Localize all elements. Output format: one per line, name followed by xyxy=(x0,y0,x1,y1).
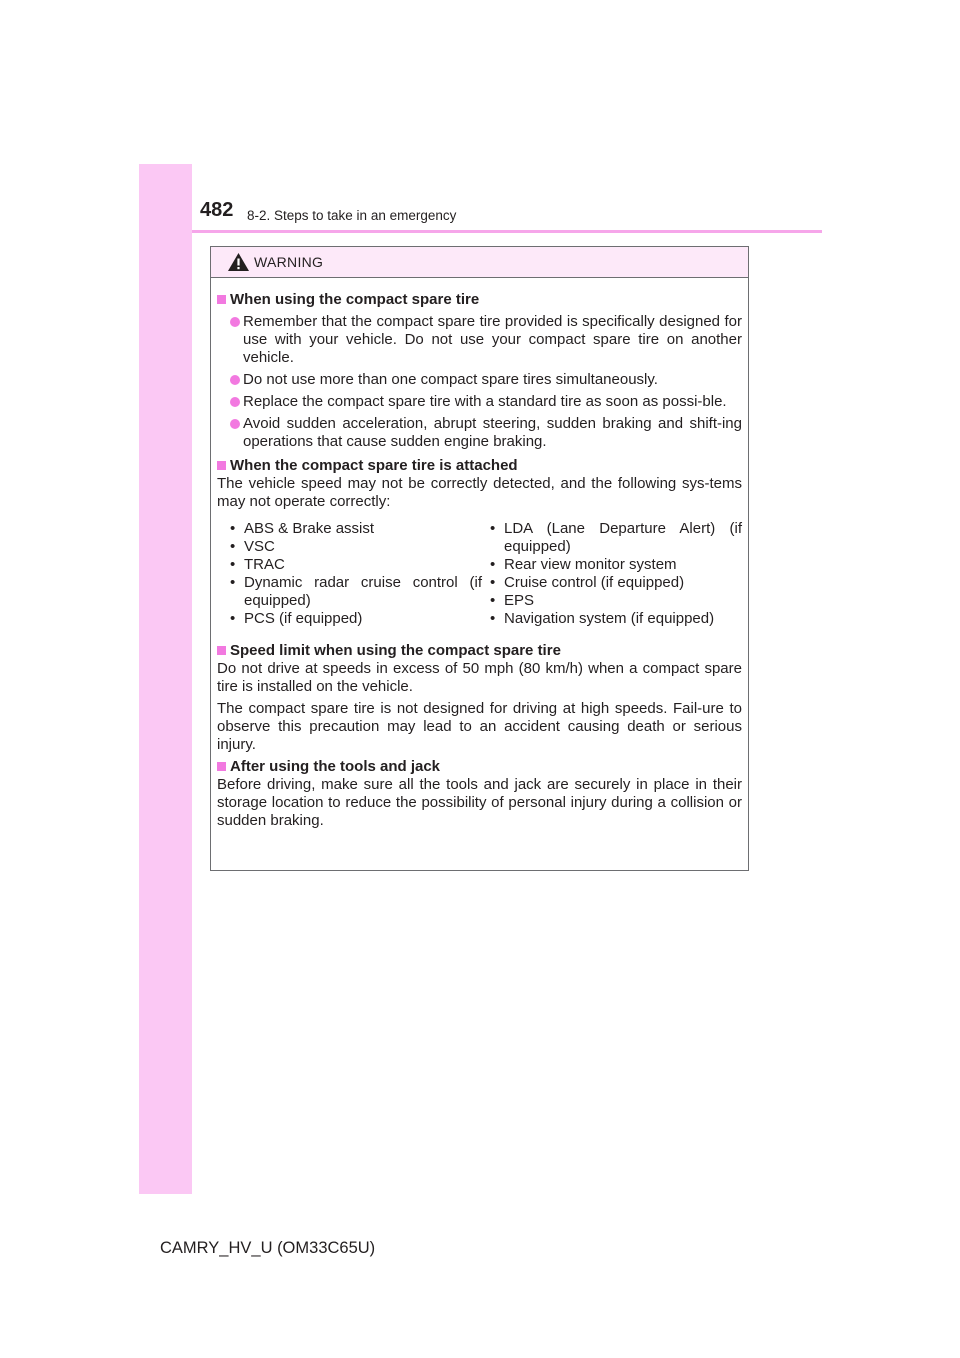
circle-bullet-icon xyxy=(230,313,243,367)
circle-bullet-icon xyxy=(230,415,243,451)
systems-column-right xyxy=(490,520,742,628)
section-heading-tools-jack: After using the tools and jack xyxy=(217,758,742,776)
section-text: The vehicle speed may not be correctly detected, and the following sys-tems may not operate correctly: xyxy=(217,475,742,510)
section-heading-spare-attached: When the compact spare tire is attached xyxy=(217,457,742,475)
warning-box xyxy=(210,246,749,871)
warning-body xyxy=(211,278,748,830)
list-item: • TRAC xyxy=(230,556,285,573)
bullet-item: Replace the compact spare tire with a standard tire as soon as possi-ble. xyxy=(230,393,742,411)
header-rule xyxy=(192,230,822,233)
page-number: 482 xyxy=(200,199,234,221)
bullet-item: Remember that the compact spare tire provided is specifically designed for use with your vehicle. Do not use your compact spare tire on another vehicle. xyxy=(230,313,742,367)
bullet-item: Do not use more than one compact spare tires simultaneously. xyxy=(230,371,742,389)
section-heading-speed-limit: Speed limit when using the compact spare tire xyxy=(217,642,742,660)
side-tab xyxy=(139,164,192,1194)
warning-header xyxy=(211,247,748,278)
warning-triangle-icon xyxy=(227,252,250,272)
section-text: Do not drive at speeds in excess of 50 mph (80 km/h) when a compact spare tire is installed on the vehicle. xyxy=(217,660,742,695)
square-marker-icon xyxy=(217,642,230,660)
list-item: • ABS & Brake assist xyxy=(230,520,375,537)
systems-column-left xyxy=(230,520,482,628)
footer-model-code: CAMRY_HV_U (OM33C65U) xyxy=(160,1239,376,1257)
section-text: Before driving, make sure all the tools and jack are securely in place in their storage location to reduce the possibility of personal injury during a collision or sudden braking. xyxy=(217,776,742,829)
warning-label: WARNING xyxy=(254,254,324,270)
square-marker-icon xyxy=(217,291,230,309)
circle-bullet-icon xyxy=(230,371,243,389)
section-text: The compact spare tire is not designed for driving at high speeds. Fail-ure to observe this precaution may lead to an accident causing death or serious injury. xyxy=(217,700,742,753)
list-item: • Rear view monitor system xyxy=(490,556,677,573)
section-title: 8-2. Steps to take in an emergency xyxy=(247,208,457,223)
square-marker-icon xyxy=(217,457,230,475)
list-item: • PCS (if equipped) xyxy=(230,610,363,627)
list-item: • VSC xyxy=(230,538,275,555)
list-item: • Navigation system (if equipped) xyxy=(490,610,715,627)
list-item: • Cruise control (if equipped) xyxy=(490,574,685,591)
list-item: • EPS xyxy=(490,592,535,609)
bullet-item: Avoid sudden acceleration, abrupt steering, sudden braking and shift-ing operations that cause sudden engine braking. xyxy=(230,415,742,451)
affected-systems-list xyxy=(230,520,742,628)
circle-bullet-icon xyxy=(230,393,243,411)
square-marker-icon xyxy=(217,758,230,776)
list-item: • Dynamic radar cruise control (if equipped) xyxy=(230,574,482,609)
list-item: • LDA (Lane Departure Alert) (if equipped) xyxy=(490,520,742,555)
section-heading-compact-spare: When using the compact spare tire xyxy=(217,291,742,309)
